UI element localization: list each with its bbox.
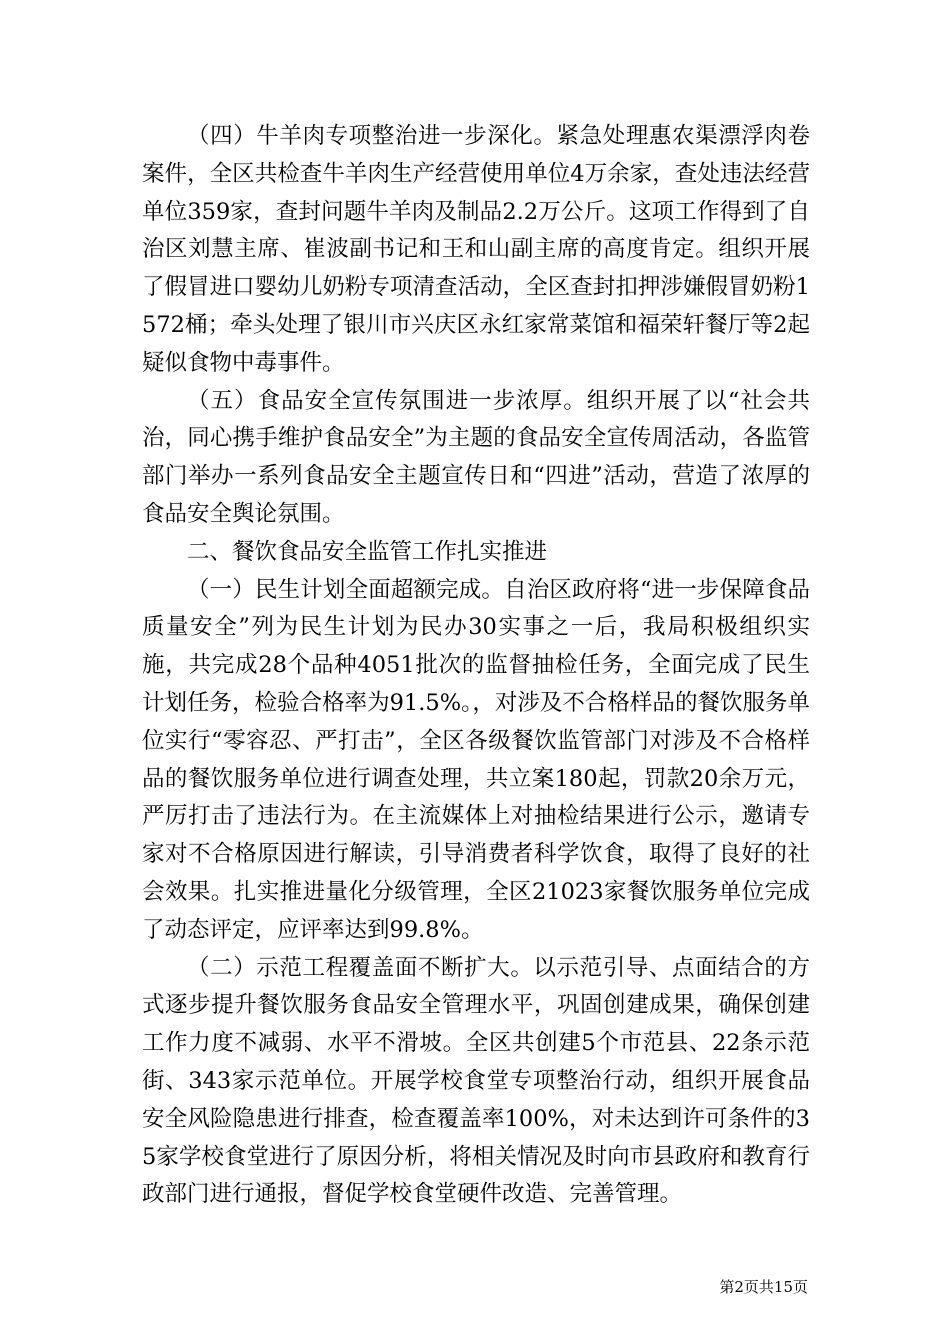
- paragraph-livelihood-plan: （一）民生计划全面超额完成。自治区政府将“进一步保障食品质量安全”列为民生计划为民办30实事之一后，我局积极组织实施，共完成28个品种4051批次的监督抽检任务，全面完成了民生计划任务，检验合格率为91.5%。，对涉及不合格样品的餐饮服务单位实行“零容忍、严打击”，全区各级餐饮监管部门对涉及不合格样品的餐饮服务单位进行调查处理，共立案180起，罚款20余万元，严厉打击了违法行为。在主流媒体上对抽检结果进行公示，邀请专家对不合格原因进行解读，引导消费者科学饮食，取得了良好的社会效果。扎实推进量化分级管理，全区21023家餐饮服务单位完成了动态评定，应评率达到99.8%。: [142, 576, 810, 943]
- paragraph-publicity-atmosphere: （五）食品安全宣传氛围进一步浓厚。组织开展了以“社会共治，同心携手维护食品安全”为主题的食品安全宣传周活动，各监管部门举办一系列食品安全主题宣传日和“四进”活动，营造了浓厚的食品安全舆论氛围。: [142, 387, 810, 527]
- paragraph-beef-mutton-rectification: （四）牛羊肉专项整治进一步深化。紧急处理惠农渠漂浮肉卷案件，全区共检查牛羊肉生产经营使用单位4万余家，查处违法经营单位359家，查封问题牛羊肉及制品2.2万公斤。这项工作得到了自治区刘慧主席、崔波副书记和王和山副主席的高度肯定。组织开展了假冒进口婴幼儿奶粉专项清查活动，全区查封扣押涉嫌假冒奶粉1572桶；牵头处理了银川市兴庆区永红家常菜馆和福荣轩餐厅等2起疑似食物中毒事件。: [142, 123, 810, 376]
- paragraph-demonstration-project: （二）示范工程覆盖面不断扩大。以示范引导、点面结合的方式逐步提升餐饮服务食品安全管理水平，巩固创建成果，确保创建工作力度不减弱、水平不滑坡。全区共创建5个市范县、22条示范街、343家示范单位。开展学校食堂专项整治行动，组织开展食品安全风险隐患进行排查，检查覆盖率100%，对未达到许可条件的35家学校食堂进行了原因分析，将相关情况及时向市县政府和教育行政部门进行通报，督促学校食堂硬件改造、完善管理。: [142, 954, 810, 1208]
- section-heading-catering-supervision: 二、餐饮食品安全监管工作扎实推进: [187, 538, 548, 565]
- document-body: [142, 118, 810, 1214]
- page-number-footer: 第2页共15页: [719, 1278, 808, 1296]
